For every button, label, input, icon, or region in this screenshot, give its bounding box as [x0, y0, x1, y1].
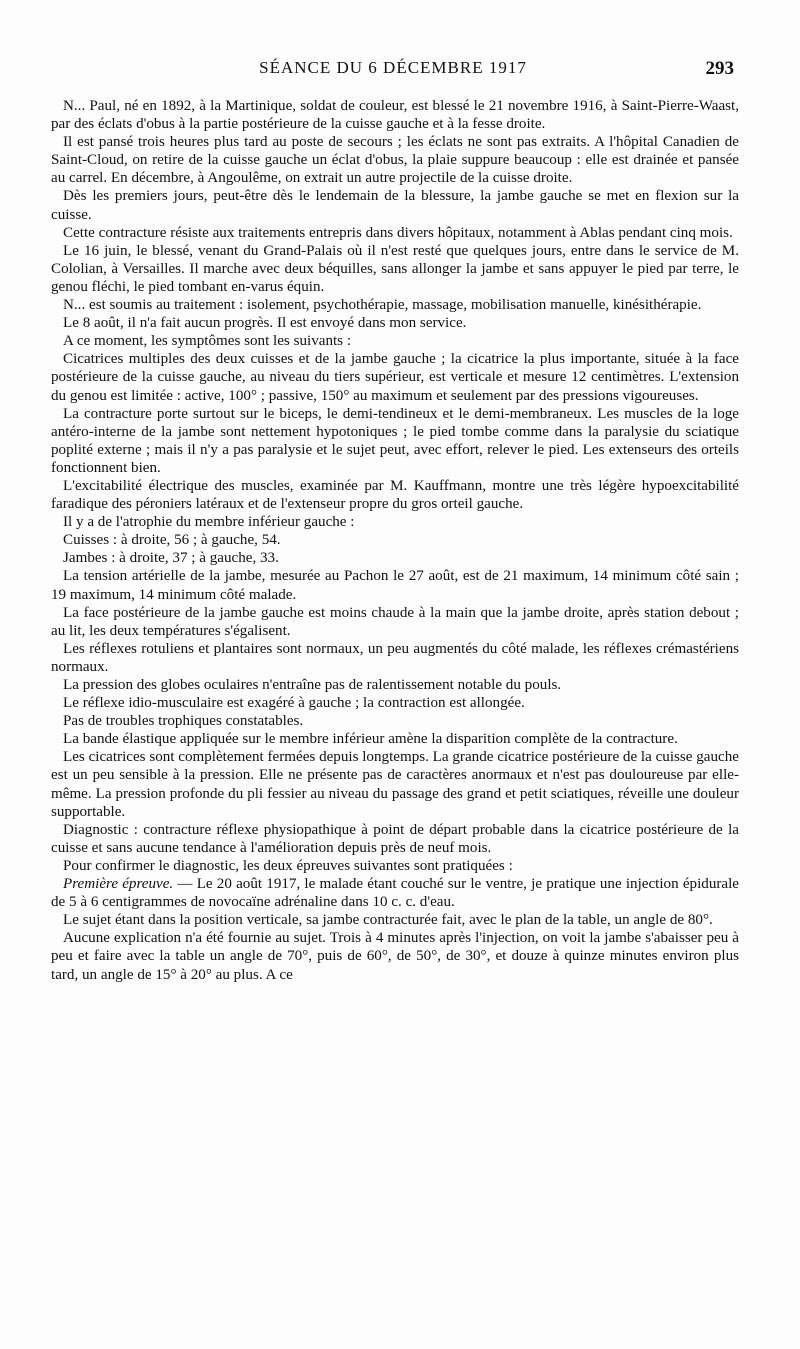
paragraph: La face postérieure de la jambe gauche est moins chaude à la main que la jambe droite, après station debout ; au lit, les deux températures s'égalisent. — [51, 604, 739, 639]
paragraph: Cuisses : à droite, 56 ; à gauche, 54. — [63, 532, 281, 549]
paragraph: Les cicatrices sont complètement fermées depuis longtemps. La grande cicatrice postérieure de la cuisse gauche est un peu sensible à la pression. Elle ne présente pas de caractères anormaux et n'est pas douloureuse par elle-même. La pression profonde du pli fessier au niveau du passage des grand et petit sciatiques, réveille une douleur supportable. — [51, 749, 739, 820]
paragraph: N... est soumis au traitement : isolement, psychothérapie, massage, mobilisation manuelle, kinésithérapie. — [63, 297, 702, 314]
first-test-text: — Le 20 août 1917, le malade étant couché sur le ventre, je pratique une injection épidurale de 5 à 6 centigrammes de novocaïne adrénaline dans 10 c. c. d'eau. — [51, 876, 739, 911]
paragraph: La contracture porte surtout sur le biceps, le demi-tendineux et le demi-membraneux. Les muscles de la loge antéro-interne de la jambe sont nettement hypotoniques ; le pied tombe comme dans la paralysie du sciatique poplité externe ; mais il n'y a pas paralysie et le sujet peut, avec effort, relever le pied. Les extenseurs des orteils fonctionnent bien. — [51, 405, 739, 476]
paragraph: Jambes : à droite, 37 ; à gauche, 33. — [63, 550, 279, 567]
paragraph: Le réflexe idio-musculaire est exagéré à gauche ; la contraction est allongée. — [63, 695, 525, 712]
paragraph: Pour confirmer le diagnostic, les deux épreuves suivantes sont pratiquées : — [63, 857, 513, 874]
paragraph: Cicatrices multiples des deux cuisses et de la jambe gauche ; la cicatrice la plus importante, située à la face postérieure de la cuisse gauche, au niveau du tiers supérieur, est verticale et mesure 12 centimètres. L'extension du genou est limitée : active, 100° ; passive, 150° au maximum et seulement par des pressions vigoureuses. — [51, 351, 739, 404]
paragraph: Il y a de l'atrophie du membre inférieur gauche : — [63, 514, 355, 531]
running-title: SÉANCE DU 6 DÉCEMBRE 1917 — [259, 58, 527, 77]
page-header — [52, 58, 734, 84]
page-number: 293 — [705, 58, 734, 79]
paragraph: Dès les premiers jours, peut-être dès le lendemain de la blessure, la jambe gauche se met en flexion sur la cuisse. — [51, 188, 739, 223]
paragraph: A ce moment, les symptômes sont les suivants : — [63, 333, 352, 350]
paragraph: Les réflexes rotuliens et plantaires sont normaux, un peu augmentés du côté malade, les réflexes crémastériens normaux. — [51, 640, 739, 675]
paragraph: Diagnostic : contracture réflexe physiopathique à point de départ probable dans la cicatrice postérieure de la cuisse et sans aucune tendance à l'amélioration depuis près de neuf mois. — [51, 821, 739, 856]
paragraph: Le sujet étant dans la position verticale, sa jambe contracturée fait, avec le plan de la table, un angle de 80°. — [63, 912, 713, 929]
paragraph: Pas de troubles trophiques constatables. — [63, 713, 304, 730]
paragraph: Il est pansé trois heures plus tard au poste de secours ; les éclats ne sont pas extraits. A l'hôpital Canadien de Saint-Cloud, on retire de la cuisse gauche un éclat d'obus, la plaie suppure beaucoup : elle est drainée et pansée au carrel. En décembre, à Angoulême, on extrait un autre projectile de la cuisse droite. — [51, 134, 739, 187]
paragraph: Le 8 août, il n'a fait aucun progrès. Il est envoyé dans mon service. — [63, 315, 467, 332]
paragraph: L'excitabilité électrique des muscles, examinée par M. Kauffmann, montre une très légère hypoexcitabilité faradique des péroniers latéraux et de l'extenseur propre du gros orteil gauche. — [51, 477, 739, 513]
paragraph: Cette contracture résiste aux traitements entrepris dans divers hôpitaux, notamment à Ablas pendant cinq mois. — [63, 224, 733, 241]
paragraph: La bande élastique appliquée sur le membre inférieur amène la disparition complète de la contracture. — [63, 731, 678, 748]
paragraph: Aucune explication n'a été fournie au sujet. Trois à 4 minutes après l'injection, on voit la jambe s'abaisser peu à peu et faire avec la table un angle de 70°, puis de 60°, de 50°, de 30°, et douze à quinze minutes environ plus tard, un angle de 15° à 20° au plus. A ce — [51, 930, 739, 983]
paragraph: La tension artérielle de la jambe, mesurée au Pachon le 27 août, est de 21 maximum, 14 minimum côté sain ; 19 maximum, 14 minimum côté malade. — [51, 568, 739, 603]
paragraph: N... Paul, né en 1892, à la Martinique, soldat de couleur, est blessé le 21 novembre 1916, à Saint-Pierre-Waast, par des éclats d'obus à la partie postérieure de la cuisse gauche et à la fesse droite. — [51, 98, 739, 133]
first-test-paragraph — [51, 875, 739, 911]
paragraph: La pression des globes oculaires n'entraîne pas de ralentissement notable du pouls. — [63, 677, 562, 693]
first-test-lead-in: Première épreuve. — [63, 876, 174, 893]
body-text — [51, 97, 739, 984]
paragraph: Le 16 juin, le blessé, venant du Grand-Palais où il n'est resté que quelques jours, entre dans le service de M. Cololian, à Versailles. Il marche avec deux béquilles, sans allonger la jambe et sans appuyer le pied par terre, le genou fléchi, le pied tombant en-varus équin. — [51, 242, 739, 295]
